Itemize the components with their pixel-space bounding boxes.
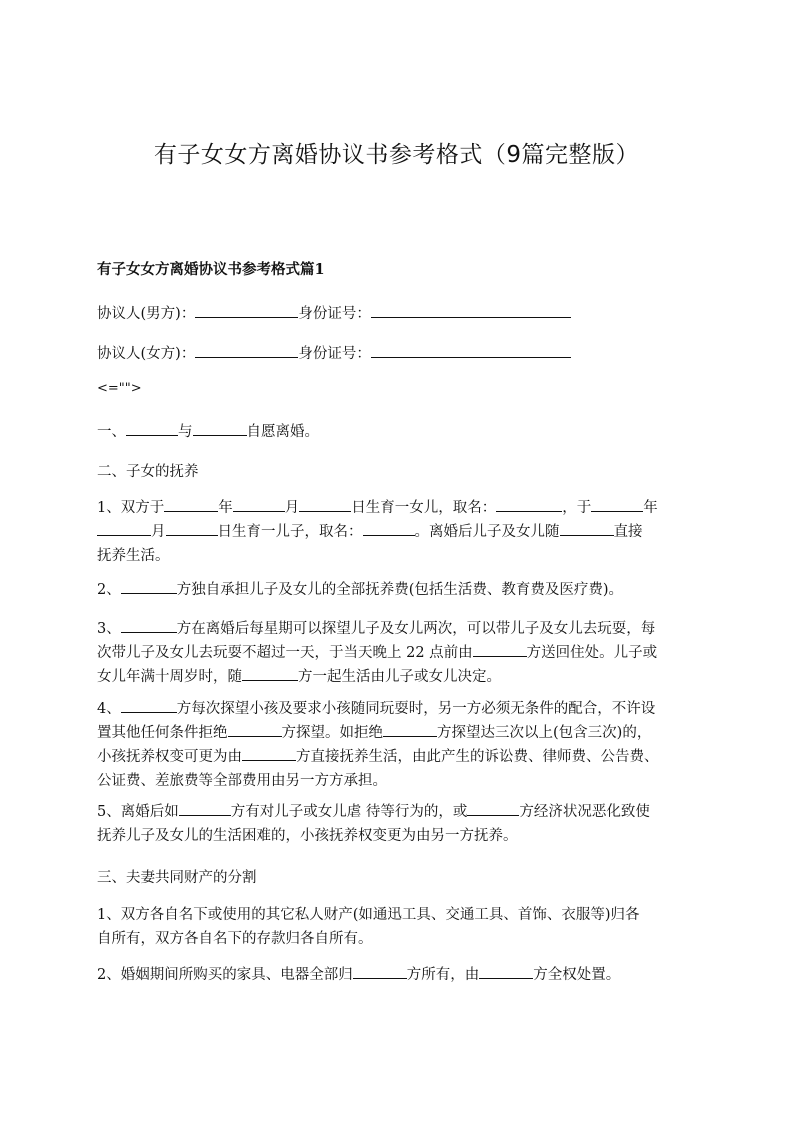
blank [591, 496, 643, 512]
blank [496, 496, 562, 512]
party-male-label: 协议人(男方)： [97, 306, 196, 322]
prop-1-text-a: 1、双方各自名下或使用的其它私人财产(如通迅工具、交通工具、首饰、衣服等)归各 [97, 907, 640, 923]
stray-text: <=""> [97, 381, 142, 396]
item-2-text-b: 方独自承担儿子及女儿的全部抚养费(包括生活费、教育费及医疗费)。 [176, 582, 624, 598]
item-5-text-d: 抚养儿子及女儿的生活困难的，小孩抚养权变更为由另一方抚养。 [97, 828, 518, 844]
blank [299, 496, 351, 512]
item-4-text-a: 4、 [97, 701, 121, 717]
item-1-text-k: 抚养生活。 [97, 548, 170, 564]
item-1-text-b: 年 [218, 500, 233, 516]
party-female-label: 协议人(女方)： [97, 346, 196, 362]
item-4-text-f: 小孩抚养权变可更为由 [97, 749, 242, 765]
prop-2-text-b: 方所有，由 [406, 967, 480, 983]
item-2-text-a: 2、 [97, 582, 121, 598]
item-4-text-e: 方探望达三次以上(包含三次)的， [437, 725, 652, 741]
party-male-line [97, 302, 709, 326]
clause-1-blank-a [126, 420, 178, 436]
blank [363, 520, 415, 536]
item-3-text-d: 方送回住处。儿子或 [526, 645, 658, 661]
item-4-text-h: 公证费、差旅费等全部费用由另一方方承担。 [97, 773, 387, 789]
blank [473, 641, 527, 657]
blank [179, 800, 231, 816]
blank [164, 496, 218, 512]
item-3-text-f: 方一起生活由儿子或女儿决定。 [298, 669, 501, 685]
item-1-text-a: 1、双方于 [97, 500, 165, 516]
clause-1-blank-b [193, 420, 247, 436]
blank [228, 721, 282, 737]
item-1-text-h: 日生育一儿子，取名： [217, 524, 363, 540]
blank [242, 745, 296, 761]
item-1-text-g: 月 [151, 524, 166, 540]
blank [353, 963, 407, 979]
item-5-text-a: 5、离婚后如 [97, 804, 179, 820]
party-male-id-label: 身份证号： [298, 306, 371, 322]
clause-1-mid: 与 [178, 424, 193, 440]
item-4-text-d: 方探望。如拒绝 [281, 725, 383, 741]
item-4-text-b: 方每次探望小孩及要求小孩随同玩耍时，另一方必须无条件的配合，不许设 [176, 701, 656, 717]
item-1-text-c: 月 [284, 500, 300, 516]
childcare-item-2 [97, 578, 709, 602]
item-3-text-b: 方在离婚后每星期可以探望儿子及女儿两次，可以带儿子及女儿去玩耍，每 [176, 621, 656, 637]
blank [479, 963, 533, 979]
property-item-2 [97, 963, 709, 987]
childcare-item-3 [97, 617, 709, 689]
clause-1 [97, 420, 709, 444]
party-female-id-blank [371, 342, 571, 358]
blank [242, 665, 298, 681]
blank [233, 496, 285, 512]
party-female-id-label: 身份证号： [298, 346, 371, 362]
item-3-text-a: 3、 [97, 621, 121, 637]
party-male-id-blank [371, 302, 571, 318]
party-female-line [97, 342, 709, 366]
clause-1-prefix: 一、 [97, 424, 126, 440]
item-1-text-e: ，于 [562, 500, 592, 516]
item-4-text-c: 置其他任何条件拒绝 [97, 725, 228, 741]
clause-2-heading: 二、子女的抚养 [97, 464, 199, 480]
property-item-1 [97, 903, 709, 951]
blank [121, 617, 177, 633]
blank [121, 697, 177, 713]
item-5-text-c: 方经济状况恶化致使 [519, 804, 650, 820]
blank [97, 520, 151, 536]
item-1-text-d: 日生育一女儿，取名： [351, 500, 497, 516]
childcare-item-1 [97, 496, 709, 568]
blank [560, 520, 614, 536]
party-female-name-blank [195, 342, 298, 358]
section-heading: 有子女女方离婚协议书参考格式篇1 [97, 261, 325, 278]
blank [467, 800, 519, 816]
blank [383, 721, 437, 737]
item-3-text-e: 女儿年满十周岁时，随 [97, 669, 242, 685]
childcare-item-5 [97, 800, 709, 848]
item-1-text-f: 年 [643, 500, 658, 516]
item-3-text-c: 次带儿子及女儿去玩耍不超过一天，于当天晚上 22 点前由 [97, 645, 473, 661]
item-1-text-i: 。离婚后儿子及女儿随 [414, 524, 560, 540]
prop-2-text-c: 方全权处置。 [533, 967, 621, 983]
item-1-text-j: 直接 [613, 524, 643, 540]
clause-3-heading: 三、夫妻共同财产的分割 [97, 870, 257, 886]
blank [166, 520, 218, 536]
blank [121, 578, 177, 594]
document-title: 有子女女方离婚协议书参考格式（9篇完整版） [153, 142, 640, 168]
party-male-name-blank [195, 302, 298, 318]
childcare-item-4 [97, 697, 709, 793]
prop-2-text-a: 2、婚姻期间所购买的家具、电器全部归 [97, 967, 353, 983]
prop-1-text-b: 自所有，双方各自名下的存款归各自所有。 [97, 931, 373, 947]
item-5-text-b: 方有对儿子或女儿虐 待等行为的，或 [230, 804, 468, 820]
clause-1-suffix: 自愿离婚。 [246, 424, 319, 440]
item-4-text-g: 方直接抚养生活，由此产生的诉讼费、律师费、公告费、 [296, 749, 659, 765]
